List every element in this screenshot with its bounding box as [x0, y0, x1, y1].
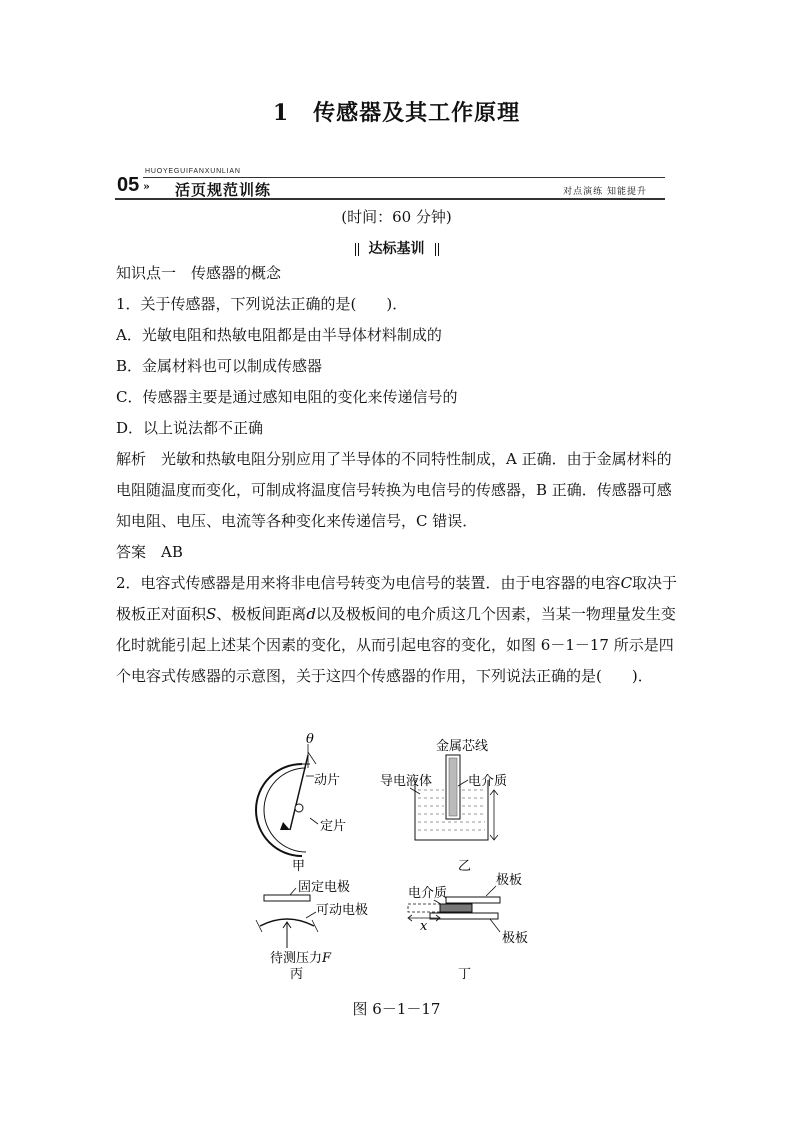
diagram-bing	[256, 879, 368, 982]
banner-number: 05	[117, 174, 140, 196]
label-ding: 丁	[458, 967, 472, 982]
figure-caption: 图 6－1－17	[352, 1000, 441, 1018]
var-d: d	[306, 605, 316, 623]
q2-stem-part: 2．电容式传感器是用来将非电信号转变为电信号的装置．由于电容器的电容	[116, 574, 621, 592]
label-bottom-plate: 极板	[502, 931, 529, 946]
banner-pinyin: HUOYEGUIFANXUNLIAN	[145, 168, 241, 175]
label-fixed-electrode: 固定电极	[298, 880, 351, 895]
banner-thin-rule	[143, 177, 665, 178]
diagram-yi	[380, 738, 507, 874]
label-top-plate: 极板	[496, 873, 523, 888]
label-yi: 乙	[458, 859, 472, 874]
q1-answer: 答案 AB	[116, 543, 183, 561]
label-fixed-plate: 定片	[320, 819, 347, 834]
label-bing: 丙	[290, 967, 304, 982]
label-dielectric-yi: 电介质	[468, 774, 508, 789]
figure-capacitive-sensors	[250, 728, 550, 988]
banner-thick-rule	[115, 198, 665, 200]
q1-analysis: 解析 光敏和热敏电阻分别应用了半导体的不同特性制成，A 正确．由于金属材料的电阻随温度而变化，可制成将温度信号转换为电信号的传感器，B 正确．传感器可感知电阻、电压、电流等各种变化来传递信号，C 错误．	[116, 450, 672, 530]
label-theta: θ	[306, 732, 314, 747]
diagram-ding	[408, 872, 528, 982]
label-force-var: F	[322, 951, 332, 966]
section-banner	[115, 168, 665, 202]
time-limit: (时间：60 分钟)	[341, 208, 452, 226]
label-force	[270, 950, 332, 966]
section-heading	[0, 238, 793, 258]
diagram-jia	[256, 732, 346, 874]
double-bar-icon	[435, 243, 439, 256]
label-moving-plate: 动片	[314, 773, 341, 788]
banner-title: 活页规范训练	[175, 181, 272, 199]
double-bar-icon	[355, 243, 359, 256]
double-chevron-icon: »	[143, 180, 150, 193]
q1-option-b: B．金属材料也可以制成传感器	[116, 357, 323, 375]
title-number: 1	[272, 100, 290, 126]
question-body	[116, 258, 682, 692]
label-x: x	[420, 919, 428, 934]
q1-option-a: A．光敏电阻和热敏电阻都是由半导体材料制成的	[116, 326, 442, 344]
label-conductive-liquid: 导电液体	[380, 774, 433, 789]
title-text: 传感器及其工作原理	[313, 100, 521, 126]
q2-stem-part: 取决于极板正对面积	[116, 574, 678, 623]
page-title	[0, 96, 793, 127]
q1-option-d: D．以上说法都不正确	[116, 419, 264, 437]
q2-stem-part: 以及极板间的电介质这几个因素，当某一物理量发生变化时就能引起上述某个因素的变化，从而引起电容的变化，如图 6－1－17 所示是四个电容式传感器的示意图，关于这四个传感器的作用，下列说法正确的是( )．	[116, 605, 676, 685]
label-jia: 甲	[292, 859, 306, 874]
q1-stem: 1．关于传感器，下列说法正确的是( )．	[116, 295, 408, 313]
var-s: S	[206, 605, 217, 623]
q1-option-c: C．传感器主要是通过感知电阻的变化来传递信号的	[116, 388, 458, 406]
label-metal-wire: 金属芯线	[436, 739, 489, 754]
var-c: C	[620, 574, 633, 592]
knowledge-point-heading: 知识点一 传感器的概念	[116, 264, 282, 282]
q2-stem-part: 、极板间距离	[216, 605, 307, 623]
label-movable-electrode: 可动电极	[316, 903, 369, 918]
q2-stem	[116, 568, 682, 692]
section-heading-text: 达标基训	[368, 241, 425, 257]
label-force-text: 待测压力	[270, 951, 323, 966]
banner-subtitle: 对点演练 知能提升	[563, 187, 647, 197]
label-dielectric-ding: 电介质	[408, 886, 448, 901]
